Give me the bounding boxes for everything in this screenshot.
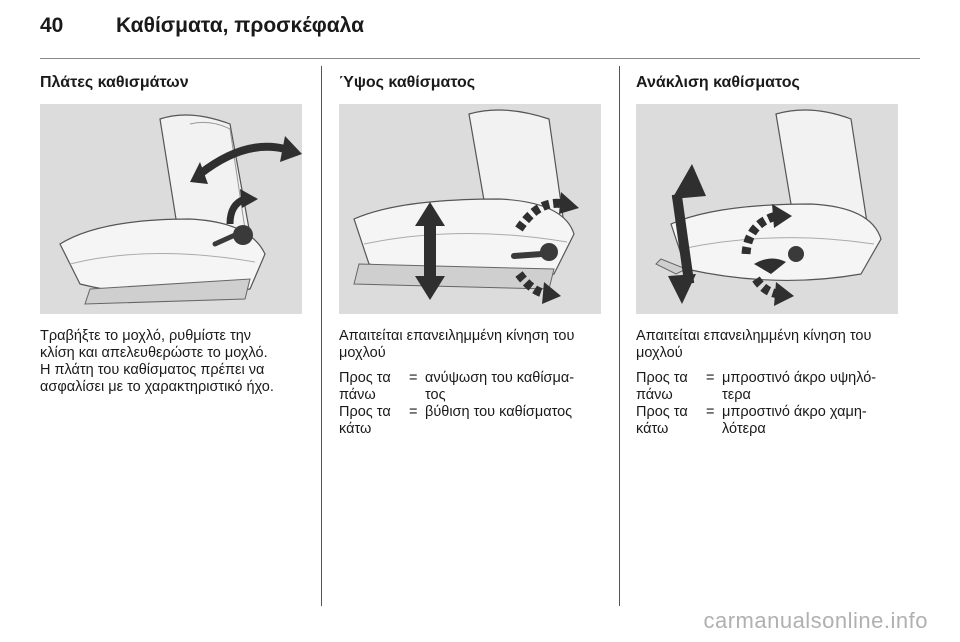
definition-text: μπροστινό άκρο χαμη- [722, 404, 867, 420]
definition-text: ανύψωση του καθίσμα- [425, 370, 575, 386]
definition-list [636, 370, 898, 438]
watermark: carmanualsonline.info [703, 608, 928, 633]
direction-label: Προς τα [636, 404, 688, 420]
direction-label: Προς τα [339, 370, 391, 386]
text-line: Τραβήξτε το μοχλό, ρυθμίστε την [40, 328, 252, 344]
definition-row [636, 370, 898, 404]
definition-text: βύθιση του καθίσματος [425, 404, 573, 420]
seat-backrest-illustration [40, 104, 302, 314]
seat-height-illustration [339, 104, 601, 314]
definition-row [636, 404, 898, 438]
equals-sign: = [706, 404, 715, 420]
equals-sign: = [706, 370, 715, 386]
direction-label: κάτω [636, 421, 669, 437]
definition-text: τερα [722, 387, 751, 403]
instruction-text [339, 328, 601, 362]
instruction-text [636, 328, 898, 362]
page-number: 40 [40, 14, 64, 37]
text-line: Απαιτείται επανειλημμένη κίνηση του [339, 328, 575, 344]
page-title: Καθίσματα, προσκέφαλα [116, 14, 364, 37]
definition-row [339, 370, 601, 404]
column-divider [619, 66, 620, 606]
text-line: μοχλού [339, 345, 386, 361]
definition-list [339, 370, 601, 438]
section-seat-backrest [40, 74, 302, 396]
definition-row [339, 404, 601, 438]
column-divider [321, 66, 322, 606]
section-heading: Πλάτες καθισμάτων [40, 74, 189, 91]
direction-label: πάνω [636, 387, 673, 403]
text-line: Απαιτείται επανειλημμένη κίνηση του [636, 328, 872, 344]
definition-text: μπροστινό άκρο υψηλό- [722, 370, 877, 386]
equals-sign: = [409, 404, 418, 420]
direction-label: πάνω [339, 387, 376, 403]
section-heading: Ύψος καθίσματος [339, 74, 476, 91]
seat-tilt-illustration [636, 104, 898, 314]
text-line: ασφαλίσει με το χαρακτηριστικό ήχο. [40, 379, 274, 395]
header-rule [40, 58, 920, 59]
equals-sign: = [409, 370, 418, 386]
instruction-text [40, 328, 302, 396]
direction-label: Προς τα [636, 370, 688, 386]
definition-text: τος [425, 387, 446, 403]
text-line: Η πλάτη του καθίσματος πρέπει να [40, 362, 265, 378]
text-line: μοχλού [636, 345, 683, 361]
text-line: κλίση και απελευθερώστε το μοχλό. [40, 345, 268, 361]
section-seat-height [339, 74, 601, 438]
direction-label: κάτω [339, 421, 372, 437]
definition-text: λότερα [722, 421, 766, 437]
direction-label: Προς τα [339, 404, 391, 420]
section-seat-tilt [636, 74, 898, 438]
section-heading: Ανάκλιση καθίσματος [636, 74, 800, 91]
